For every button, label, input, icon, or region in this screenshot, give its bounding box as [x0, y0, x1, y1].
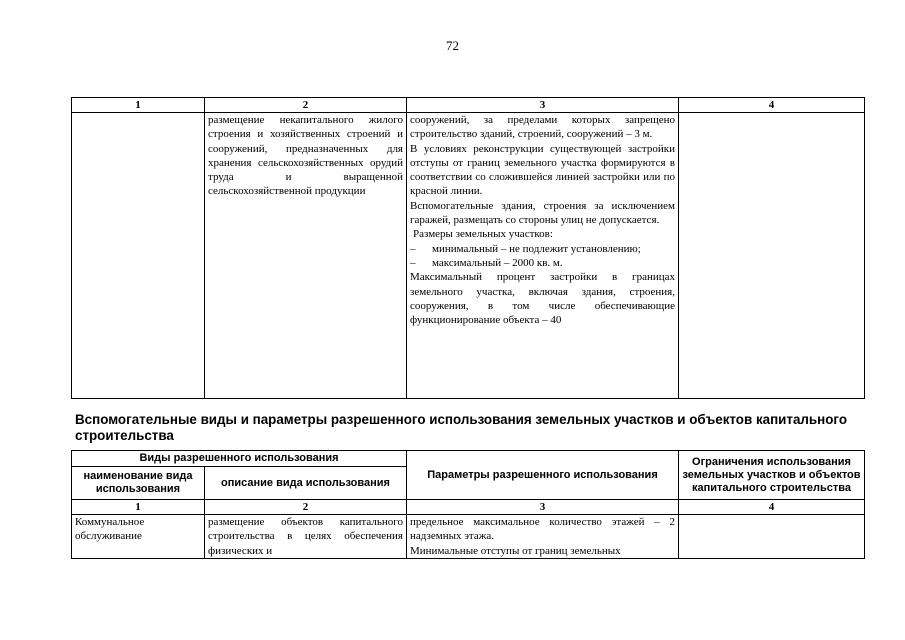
column-number-row [72, 500, 865, 515]
dash-bullet: – [410, 256, 416, 269]
parameters-paragraph: В условиях реконструкции существующей застройки отступы от границ земельного участка формируются в соответствии со сложившейся линией застройки или по красной линии. [410, 142, 675, 198]
column-number-row [72, 98, 865, 113]
auxiliary-uses-table [71, 450, 865, 559]
parameters-paragraph: предельное максимальное количество этажей – 2 надземных этажа. [410, 516, 675, 543]
column-number: 1 [72, 98, 205, 113]
column-number: 2 [205, 500, 407, 515]
header-group-uses: Виды разрешенного использования [72, 451, 407, 467]
restrictions-cell [679, 113, 865, 399]
continuation-table [71, 97, 865, 399]
header-row [72, 451, 865, 467]
parameters-paragraph: Вспомогательные здания, строения за исключением гаражей, размещать со стороны улиц не допускается. [410, 199, 675, 227]
dash-bullet: – [410, 242, 416, 255]
section-heading: Вспомогательные виды и параметры разрешенного использования земельных участков и объектов капитального строительства [75, 412, 847, 443]
parameters-paragraph: сооружений, за пределами которых запрещено строительство зданий, строений, сооружений – 3 м. [410, 114, 675, 141]
table-row [72, 113, 865, 399]
header-use-name: наименование вида использования [72, 467, 205, 500]
description-cell: размещение некапитального жилого строения и хозяйственных строений и сооружений, предназначенных для хранения сельскохозяйственных орудий труда и выращенной сельскохозяйственной продукции [205, 113, 407, 399]
list-item [410, 242, 675, 256]
column-number: 3 [407, 98, 679, 113]
table-row [72, 515, 865, 559]
name-cell [72, 113, 205, 399]
parameters-cell [407, 113, 679, 399]
parameters-paragraph: Минимальные отступы от границ земельных [410, 544, 621, 557]
restrictions-cell [679, 515, 865, 559]
use-description-cell: размещение объектов капитального строительства в целях обеспечения физических и [205, 515, 407, 559]
list-item-text: максимальный – 2000 кв. м. [432, 256, 563, 269]
list-item [410, 256, 675, 270]
header-parameters: Параметры разрешенного использования [407, 451, 679, 500]
column-number: 4 [679, 98, 865, 113]
parameters-cell [407, 515, 679, 559]
column-number: 3 [407, 500, 679, 515]
column-number: 4 [679, 500, 865, 515]
parameters-paragraph: Максимальный процент застройки в границах земельного участка, включая здания, строения, сооружения, в том числе обеспечивающие функционирование объекта – 40 [410, 271, 675, 327]
parameters-paragraph: Размеры земельных участков: [413, 228, 553, 241]
list-item-text: минимальный – не подлежит установлению; [432, 242, 641, 255]
page-number: 72 [446, 38, 459, 53]
header-use-description: описание вида использования [205, 467, 407, 500]
column-number: 2 [205, 98, 407, 113]
use-name-cell: Коммунальное обслуживание [72, 515, 205, 559]
header-restrictions: Ограничения использования земельных участков и объектов капитального строительства [679, 451, 865, 500]
column-number: 1 [72, 500, 205, 515]
